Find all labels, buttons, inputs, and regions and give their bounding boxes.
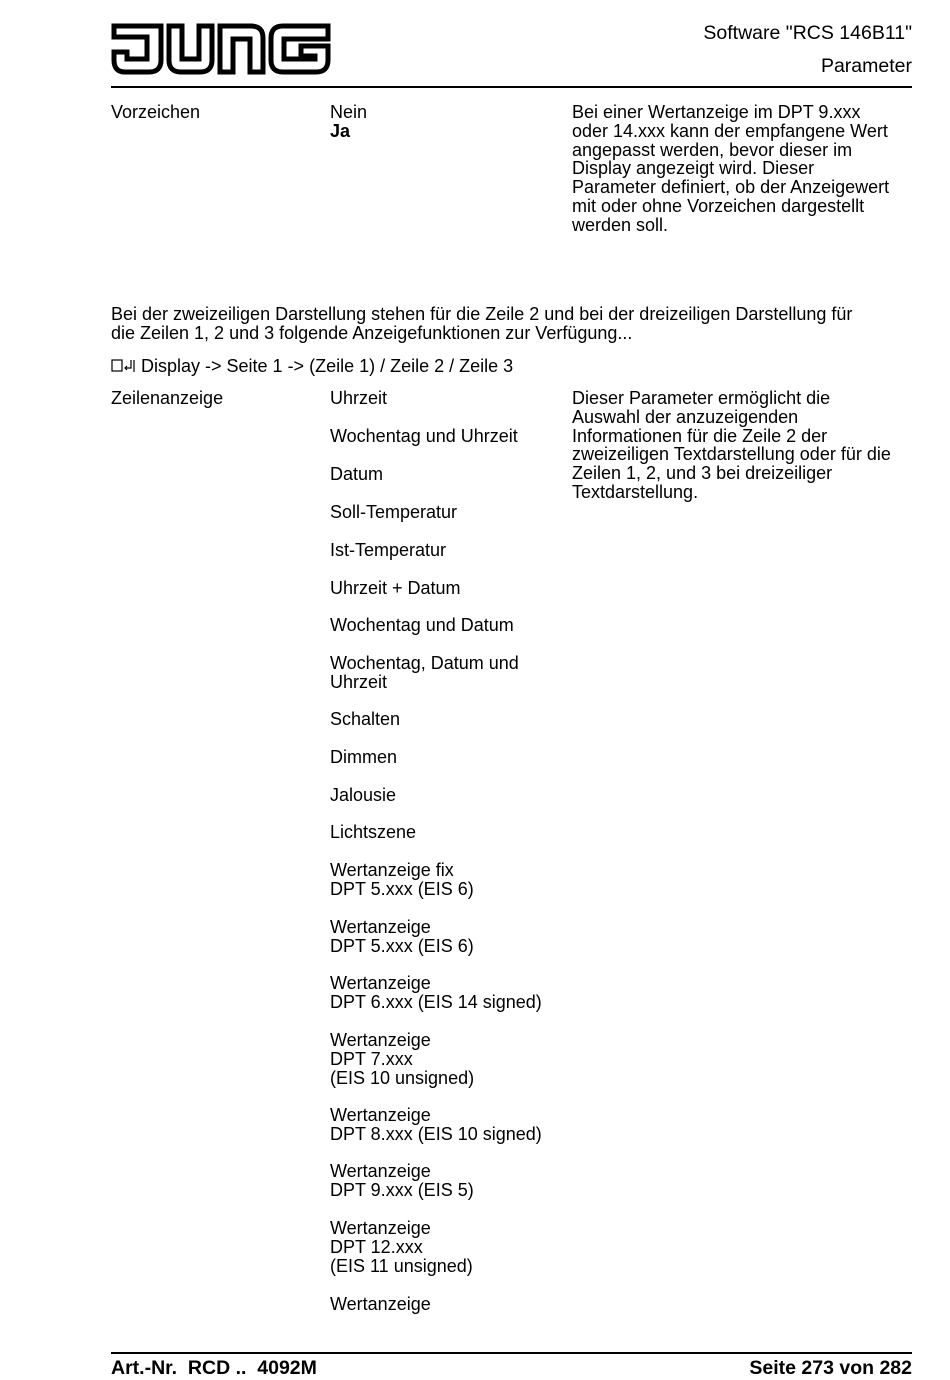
option-wochentag-uhrzeit: Wochentag und Uhrzeit xyxy=(330,426,518,446)
intro-paragraph: Bei der zweizeiligen Darstellung stehen für die Zeile 2 und bei der dreizeiligen Darstellung für die Zeilen 1, 2 und 3 folgende Anzeigefunktionen zur Verfügung... xyxy=(111,304,853,343)
header-rule xyxy=(111,86,912,88)
option-wochentag-datum: Wochentag und Datum xyxy=(330,615,514,635)
option-wertanzeige: Wertanzeige xyxy=(330,1294,431,1314)
option-wertanzeige-dpt6: Wertanzeige DPT 6.xxx (EIS 14 signed) xyxy=(330,973,542,1012)
param-name-vorzeichen: Vorzeichen xyxy=(111,102,201,122)
option-wochentag-datum-uhrzeit: Wochentag, Datum und Uhrzeit xyxy=(330,653,519,692)
option-datum: Datum xyxy=(330,464,384,484)
option-wertanzeige-dpt8: Wertanzeige DPT 8.xxx (EIS 10 signed) xyxy=(330,1105,542,1144)
option-ja-default: Ja xyxy=(330,121,351,141)
option-uhrzeit-datum: Uhrzeit + Datum xyxy=(330,578,461,598)
option-wertanzeige-dpt5: Wertanzeige DPT 5.xxx (EIS 6) xyxy=(330,917,474,956)
option-ist-temperatur: Ist-Temperatur xyxy=(330,540,447,560)
option-lichtszene: Lichtszene xyxy=(330,822,417,842)
footer-page-number: Seite 273 von 282 xyxy=(749,1357,912,1379)
option-wertanzeige-dpt9: Wertanzeige DPT 9.xxx (EIS 5) xyxy=(330,1161,474,1200)
option-dimmen: Dimmen xyxy=(330,747,398,767)
parameter-path xyxy=(111,357,513,376)
option-soll-temperatur: Soll-Temperatur xyxy=(330,502,458,522)
param-name-zeilenanzeige: Zeilenanzeige xyxy=(111,388,224,408)
footer-article-number: Art.-Nr. RCD .. 4092M xyxy=(111,1357,317,1379)
param-description-vorzeichen: Bei einer Wertanzeige im DPT 9.xxx oder 14.xxx kann der empfangene Wert angepasst werden, bevor dieser im Display angezeigt wird. Dieser Parameter definiert, ob der Anzeigewert mit oder ohne Vorzeichen dargestellt werden soll. xyxy=(572,102,890,235)
section-title: Parameter xyxy=(820,55,912,77)
option-wertanzeige-dpt7: Wertanzeige DPT 7.xxx (EIS 10 unsigned) xyxy=(330,1030,475,1088)
jung-logo xyxy=(111,22,331,76)
footer-rule xyxy=(111,1352,912,1354)
option-wertanzeige-fix-dpt5: Wertanzeige fix DPT 5.xxx (EIS 6) xyxy=(330,860,474,899)
option-wertanzeige-dpt12: Wertanzeige DPT 12.xxx (EIS 11 unsigned) xyxy=(330,1218,473,1276)
param-description-zeilenanzeige: Dieser Parameter ermöglicht die Auswahl der anzuzeigenden Informationen für die Zeile 2 der zweizeiligen Textdarstellung oder für die Zeilen 1, 2, und 3 bei dreizeiliger Textdarstellung. xyxy=(572,388,891,502)
option-nein: Nein xyxy=(330,102,368,122)
software-title: Software "RCS 146B11" xyxy=(703,22,912,44)
parameter-path-icon xyxy=(111,358,137,374)
parameter-path-text: Display -> Seite 1 -> (Zeile 1) / Zeile 2 / Zeile 3 xyxy=(141,356,514,376)
option-schalten: Schalten xyxy=(330,709,401,729)
option-uhrzeit: Uhrzeit xyxy=(330,388,388,408)
option-jalousie: Jalousie xyxy=(330,785,397,805)
